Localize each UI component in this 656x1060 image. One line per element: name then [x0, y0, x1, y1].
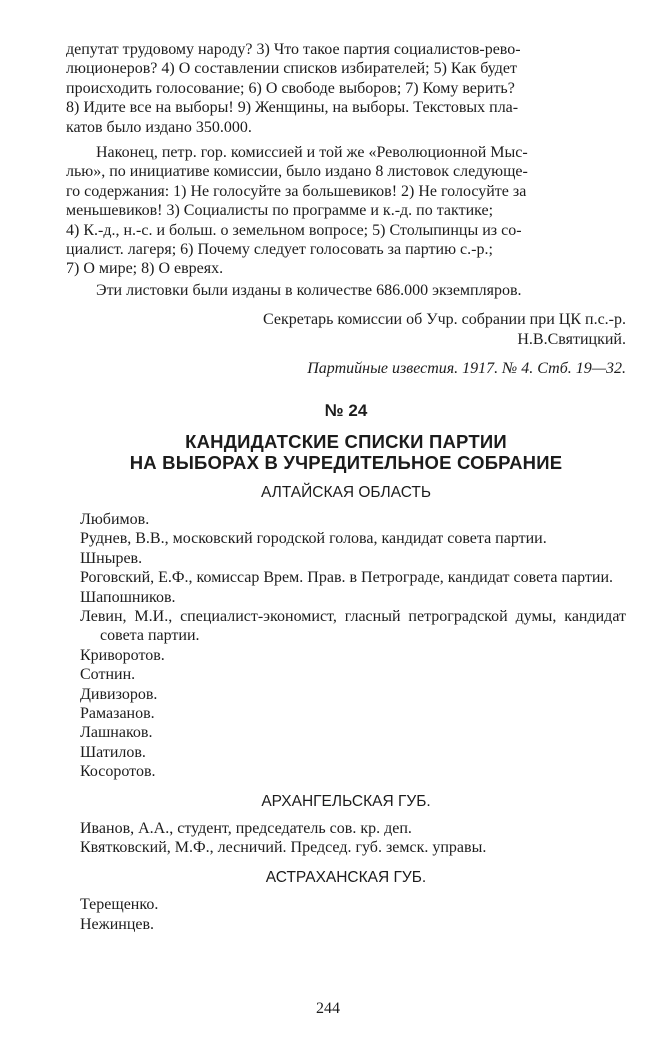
region-heading: АСТРАХАНСКАЯ ГУБ.	[265, 868, 427, 886]
candidate-entry: Шапошников.	[80, 588, 176, 606]
intro-paragraph-2	[66, 143, 626, 279]
document-number: № 24	[324, 400, 368, 420]
text-line: происходить голосование; 6) О свободе выборов; 7) Кому верить?	[66, 79, 515, 97]
text-line: 4) К.-д., н.-с. и больш. о земельном вопросе; 5) Столыпинцы из со-	[66, 221, 522, 239]
candidate-entry: Криворотов.	[80, 646, 165, 664]
candidate-entry: Терещенко.	[80, 896, 159, 914]
candidate-entry: Левин, М.И., специалист-экономист, гласный петроградской думы, кандидат совета партии.	[80, 607, 626, 645]
candidate-entry: Шатилов.	[80, 743, 146, 761]
text-line: 8) Идите все на выборы! 9) Женщины, на выборы. Текстовых пла-	[66, 99, 519, 117]
text-line: Наконец, петр. гор. комиссией и той же «Революционной Мыс-	[96, 144, 528, 162]
page-body	[66, 40, 626, 934]
region-section	[66, 483, 626, 782]
signature-position: Секретарь комиссии об Учр. собрании при ЦК п.с.-р.	[263, 311, 626, 329]
candidate-entry: Иванов, А.А., студент, председатель сов. кр. деп.	[80, 820, 412, 837]
page-number: 244	[316, 1000, 340, 1017]
text-line: депутат трудовому народу? 3) Что такое партия социалистов-рево-	[66, 41, 521, 58]
document-title-line: КАНДИДАТСКИЕ СПИСКИ ПАРТИИ	[185, 430, 507, 452]
region-heading: АРХАНГЕЛЬСКАЯ ГУБ.	[261, 792, 431, 810]
region-section	[66, 792, 626, 858]
candidate-entry: Рамазанов.	[80, 704, 155, 722]
candidate-entry: Косоротов.	[80, 763, 156, 781]
candidate-entry: Любимов.	[80, 510, 150, 528]
intro-paragraph-3: Эти листовки были изданы в количестве 686.000 экземпляров.	[96, 281, 522, 299]
signature-name: Н.В.Святицкий.	[517, 330, 626, 348]
source-citation: Партийные известия. 1917. № 4. Стб. 19—32.	[307, 360, 626, 378]
text-line: лью», по инициативе комиссии, было издано 8 листовок следующе-	[66, 163, 528, 181]
text-line: 7) О мире; 8) О евреях.	[66, 260, 224, 278]
candidate-entry: Квятковский, М.Ф., лесничий. Председ. губ. земск. управы.	[80, 839, 487, 857]
text-line: меньшевиков! 3) Социалисты по программе и к.-д. по тактике;	[66, 202, 494, 220]
region-heading: АЛТАЙСКАЯ ОБЛАСТЬ	[260, 483, 432, 501]
text-line: катов было издано 350.000.	[66, 118, 252, 136]
candidate-entry: Нежинцев.	[80, 915, 155, 933]
candidate-entry: Дивизоров.	[80, 685, 158, 703]
document-title-line: НА ВЫБОРАХ В УЧРЕДИТЕЛЬНОЕ СОБРАНИЕ	[129, 451, 563, 473]
text-line: циалист. лагеря; 6) Почему следует голосовать за партию с.-р.;	[66, 241, 493, 259]
candidate-entry: Руднев, В.В., московский городской голова, кандидат совета партии.	[80, 530, 547, 548]
intro-paragraph-1	[66, 40, 626, 137]
text-line: го содержания: 1) Не голосуйте за большевиков! 2) Не голосуйте за	[66, 182, 527, 200]
document-title	[66, 431, 626, 473]
region-section	[66, 868, 626, 934]
candidate-entry: Сотнин.	[80, 666, 136, 684]
candidate-entry: Лашнаков.	[80, 724, 153, 742]
text-line: люционеров? 4) О составлении списков избирателей; 5) Как будет	[66, 60, 517, 78]
signature-block	[66, 310, 626, 349]
candidate-entry: Шнырев.	[80, 549, 143, 567]
candidate-entry: Роговский, Е.Ф., комиссар Врем. Прав. в Петрограде, кандидат совета партии.	[80, 569, 614, 587]
